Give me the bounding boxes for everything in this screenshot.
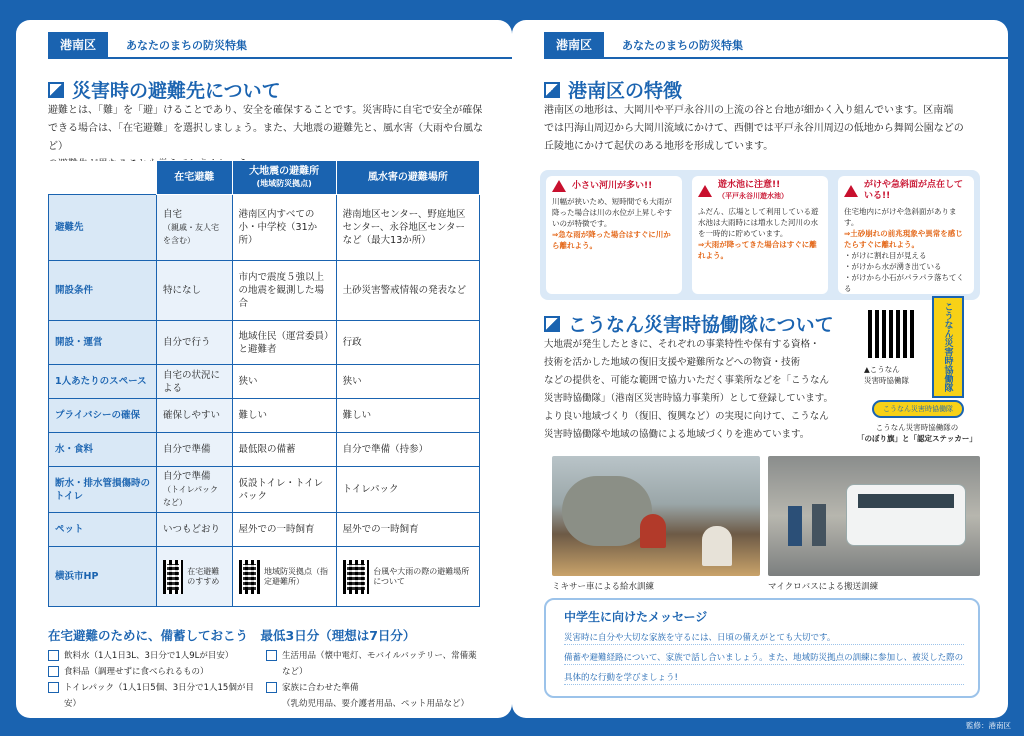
row-label: プライバシーの確保 bbox=[49, 399, 157, 433]
cell-earthquake: 狭い bbox=[232, 365, 336, 399]
section-mark-icon bbox=[544, 316, 560, 332]
warning-icon bbox=[552, 180, 566, 192]
feature-label: あなたのまちの防災特集 bbox=[126, 39, 248, 52]
table-row bbox=[49, 433, 480, 467]
cell-flood: 土砂災害警戒情報の発表など bbox=[336, 261, 479, 321]
ward-label: 港南区 bbox=[48, 32, 108, 58]
page-header bbox=[48, 32, 247, 58]
cell-flood: トイレパック bbox=[336, 467, 479, 513]
table-row bbox=[49, 195, 480, 261]
table-row bbox=[49, 365, 480, 399]
features-box bbox=[540, 170, 980, 300]
card-body: 住宅地内にがけや急斜面があります。 bbox=[844, 207, 957, 227]
card-body: ふだん、広場として利用している遊水池は大雨時には増水した河川の水を一時的に貯めています。 bbox=[698, 207, 819, 238]
photo-caption: ミキサー車による給水訓練 bbox=[552, 582, 655, 592]
section-title-text: 港南区の特徴 bbox=[568, 80, 683, 102]
cell-home: いつもどおり bbox=[157, 513, 233, 547]
nobori-flag: こうなん災害時協働隊 bbox=[932, 296, 964, 398]
section-title-features bbox=[544, 76, 682, 103]
cell-home: 確保しやすい bbox=[157, 399, 233, 433]
qr-earthquake[interactable]: 地域防災拠点（指定避難所） bbox=[232, 547, 336, 607]
qr-flood[interactable]: 台風や大雨の際の避難場所について bbox=[336, 547, 479, 607]
qr-code-icon[interactable] bbox=[343, 560, 370, 594]
flag-caption: こうなん災害時協働隊の 「のぼり旗」と「認定ステッカー」 bbox=[857, 423, 977, 443]
stockpile-list-b bbox=[266, 648, 481, 712]
cell-flood: 狭い bbox=[336, 365, 479, 399]
stockpile-item-detail: （乳幼児用品、要介護者用品、ペット用品など） bbox=[282, 699, 470, 709]
cell-home: 自宅 （親戚・友人宅を含む） bbox=[157, 195, 233, 261]
feature-card-slopes: がけや急斜面が点在している!! 住宅地内にがけや急斜面があります。 ⇒土砂崩れの前兆現象や異常を感じたらすぐに離れよう。 ・がけに割れ目が見える ・がけから水が湧き出ている ・がけから小石がパラパラ落ちてくる bbox=[838, 176, 974, 294]
table-row bbox=[49, 467, 480, 513]
header-rule bbox=[48, 57, 512, 59]
cell-earthquake: 最低限の備蓄 bbox=[232, 433, 336, 467]
cooperation-paragraph: 大地震が発生したときに、それぞれの事業特性や保有する資格・ 技術を活かした地域の復旧支援や避難所などへの物資・技術 などの提供を、可能な範囲で協力いただく事業所などを「こうなん 災害時協働隊」（港南区災害時協力事業所）として登録しています。 より良い地域づくり（復旧、復興など）の実現に向けて、こうなん 災害時協働隊や地域の協働による地域づくりを進めています。 bbox=[544, 339, 833, 440]
left-page bbox=[16, 20, 512, 718]
card-list-item: ・がけに割れ目が見える bbox=[844, 251, 927, 260]
cell-flood: 行政 bbox=[336, 321, 479, 365]
table-row bbox=[49, 261, 480, 321]
cell-home: 自分で行う bbox=[157, 321, 233, 365]
cell-earthquake: 屋外での一時飼育 bbox=[232, 513, 336, 547]
intro-line: 避難とは、「難」を「避」けることであり、安全を確保することです。災害時に自宅で安全が確保 bbox=[48, 105, 483, 116]
stockpile-item: 食料品（調理せずに食べられるもの） bbox=[64, 667, 209, 677]
table-row bbox=[49, 513, 480, 547]
card-list-item: ・がけから小石がパラパラ落ちてくる bbox=[844, 273, 964, 293]
checkbox[interactable] bbox=[266, 650, 277, 661]
message-line: 具体的な行動を学びましょう! bbox=[564, 672, 964, 685]
stockpile-title: 在宅避難のために、備蓄しておこう 最低3日分（理想は7日分） bbox=[48, 628, 416, 643]
feature-card-rivers: 小さい河川が多い!! 川幅が狭いため、短時間でも大雨が降った場合は川の水位が上昇しやすいのが特徴です。 ⇒急な雨が降った場合はすぐに川から離れよう。 bbox=[546, 176, 682, 294]
warning-icon bbox=[698, 185, 712, 197]
cell-home: 自分で準備 bbox=[157, 433, 233, 467]
table-row bbox=[49, 321, 480, 365]
cell-flood: 自分で準備（持参） bbox=[336, 433, 479, 467]
corner-cell bbox=[49, 161, 157, 195]
section-title-cooperation bbox=[544, 310, 834, 337]
table-row-hp bbox=[49, 547, 480, 607]
intro-paragraph bbox=[544, 102, 984, 156]
feature-label: あなたのまちの防災特集 bbox=[622, 39, 744, 52]
right-page bbox=[512, 20, 1008, 718]
photo-mixer-truck bbox=[552, 456, 760, 576]
checkbox[interactable] bbox=[266, 682, 277, 693]
row-label: ペット bbox=[49, 513, 157, 547]
supervision-credit: 監修：港南区 bbox=[966, 721, 1011, 730]
evacuation-table bbox=[48, 160, 480, 607]
qr-code-icon[interactable] bbox=[163, 560, 183, 594]
col-header-home: 在宅避難 bbox=[157, 161, 233, 195]
card-note: ⇒大雨が降ってきた場合はすぐに離れよう。 bbox=[698, 240, 817, 260]
cell-earthquake: 仮設トイレ・トイレパック bbox=[232, 467, 336, 513]
page-header bbox=[544, 32, 743, 58]
section-mark-icon bbox=[544, 82, 560, 98]
cell-earthquake: 難しい bbox=[232, 399, 336, 433]
row-label: 開設・運営 bbox=[49, 321, 157, 365]
card-note: ⇒土砂崩れの前兆現象や異常を感じたらすぐに離れよう。 bbox=[844, 229, 963, 249]
checkbox[interactable] bbox=[48, 650, 59, 661]
message-title: 中学生に向けたメッセージ bbox=[564, 610, 708, 624]
cell-earthquake: 港南区内すべての小・中学校（31か所） bbox=[232, 195, 336, 261]
card-body: 川幅が狭いため、短時間でも大雨が降った場合は川の水位が上昇しやすいのが特徴です。 bbox=[552, 197, 672, 228]
qr-code-icon[interactable] bbox=[239, 560, 260, 594]
intro-line: 丘陵地にかけて起伏のある地形を形成しています。 bbox=[544, 141, 774, 152]
section-title-evacuation bbox=[48, 76, 281, 103]
feature-card-retention-pond: 遊水池に注意!! （平戸永谷川遊水池） ふだん、広場として利用している遊水池は大雨時には増水した河川の水を一時的に貯めています。 ⇒大雨が降ってきた場合はすぐに離れよう。 bbox=[692, 176, 828, 294]
stockpile-item: 生活用品（懐中電灯、モバイルバッテリー、常備薬など） bbox=[282, 651, 477, 677]
message-line: 災害時に自分や大切な家族を守るには、日頃の備えがとても大切です。 bbox=[564, 632, 964, 645]
row-label: 断水・排水管損傷時のトイレ bbox=[49, 467, 157, 513]
cell-earthquake: 地域住民（運営委員）と避難者 bbox=[232, 321, 336, 365]
section-title-text: こうなん災害時協働隊について bbox=[568, 314, 834, 336]
row-label: 開設条件 bbox=[49, 261, 157, 321]
cell-flood: 難しい bbox=[336, 399, 479, 433]
stockpile-list-a bbox=[48, 648, 263, 712]
card-list-item: ・がけから水が湧き出ている bbox=[844, 262, 942, 271]
row-label: 避難先 bbox=[49, 195, 157, 261]
cell-home: 特になし bbox=[157, 261, 233, 321]
photo-microbus bbox=[768, 456, 980, 576]
section-mark-icon bbox=[48, 82, 64, 98]
message-line: 備蓄や避難経路について、家族で話し合いましょう。また、地域防災拠点の訓練に参加し、被災した際の bbox=[564, 653, 964, 663]
card-note: ⇒急な雨が降った場合はすぐに川から離れよう。 bbox=[552, 230, 671, 250]
cell-flood: 屋外での一時飼育 bbox=[336, 513, 479, 547]
intro-line: では円海山周辺から大岡川流域にかけて、西側では平戸永谷川周辺の低地から舞岡公園などの bbox=[544, 123, 964, 134]
stockpile-item: 飲料水（1人1日3L、3日分で1人9Lが目安） bbox=[64, 651, 234, 661]
qr-caption: ▲こうなん 災害時協働隊 bbox=[864, 365, 909, 385]
header-rule bbox=[544, 57, 1008, 59]
cell-home: 自宅の状況による bbox=[157, 365, 233, 399]
photo-caption: マイクロバスによる搬送訓練 bbox=[768, 582, 879, 592]
checkbox[interactable] bbox=[48, 666, 59, 677]
stockpile-item: 家族に合わせた準備 bbox=[282, 683, 359, 693]
cell-earthquake: 市内で震度５強以上の地震を観測した場合 bbox=[232, 261, 336, 321]
warning-icon bbox=[844, 185, 858, 197]
col-header-earthquake: 大地震の避難所 (地域防災拠点) bbox=[232, 161, 336, 195]
qr-code-icon[interactable] bbox=[868, 310, 916, 358]
intro-line: 港南区の地形は、大岡川や平戸永谷川の上流の谷と台地が細かく入り組んでいます。区南端 bbox=[544, 105, 954, 116]
stockpile-item: トイレパック（1人1日5個、3日分で1人15個が目安） bbox=[64, 683, 254, 709]
qr-home[interactable]: 在宅避難のすすめ bbox=[157, 547, 233, 607]
cell-home: 自分で準備 （トイレパックなど） bbox=[157, 467, 233, 513]
ward-label: 港南区 bbox=[544, 32, 604, 58]
message-box bbox=[544, 598, 980, 698]
checkbox[interactable] bbox=[48, 682, 59, 693]
cell-flood: 港南地区センター、野庭地区センター、永谷地区センターなど（最大13か所） bbox=[336, 195, 479, 261]
section-title-text: 災害時の避難先について bbox=[72, 80, 281, 102]
col-header-flood: 風水害の避難場所 bbox=[336, 161, 479, 195]
certification-sticker: こうなん災害時協働隊 bbox=[872, 400, 964, 418]
row-label: 水・食料 bbox=[49, 433, 157, 467]
row-label: 横浜市HP bbox=[49, 547, 157, 607]
intro-line: できる場合は、「在宅避難」を選択しましょう。また、大地震の避難先と、風水害（大雨や台風など） bbox=[48, 123, 483, 152]
table-row bbox=[49, 399, 480, 433]
row-label: 1人あたりのスペース bbox=[49, 365, 157, 399]
